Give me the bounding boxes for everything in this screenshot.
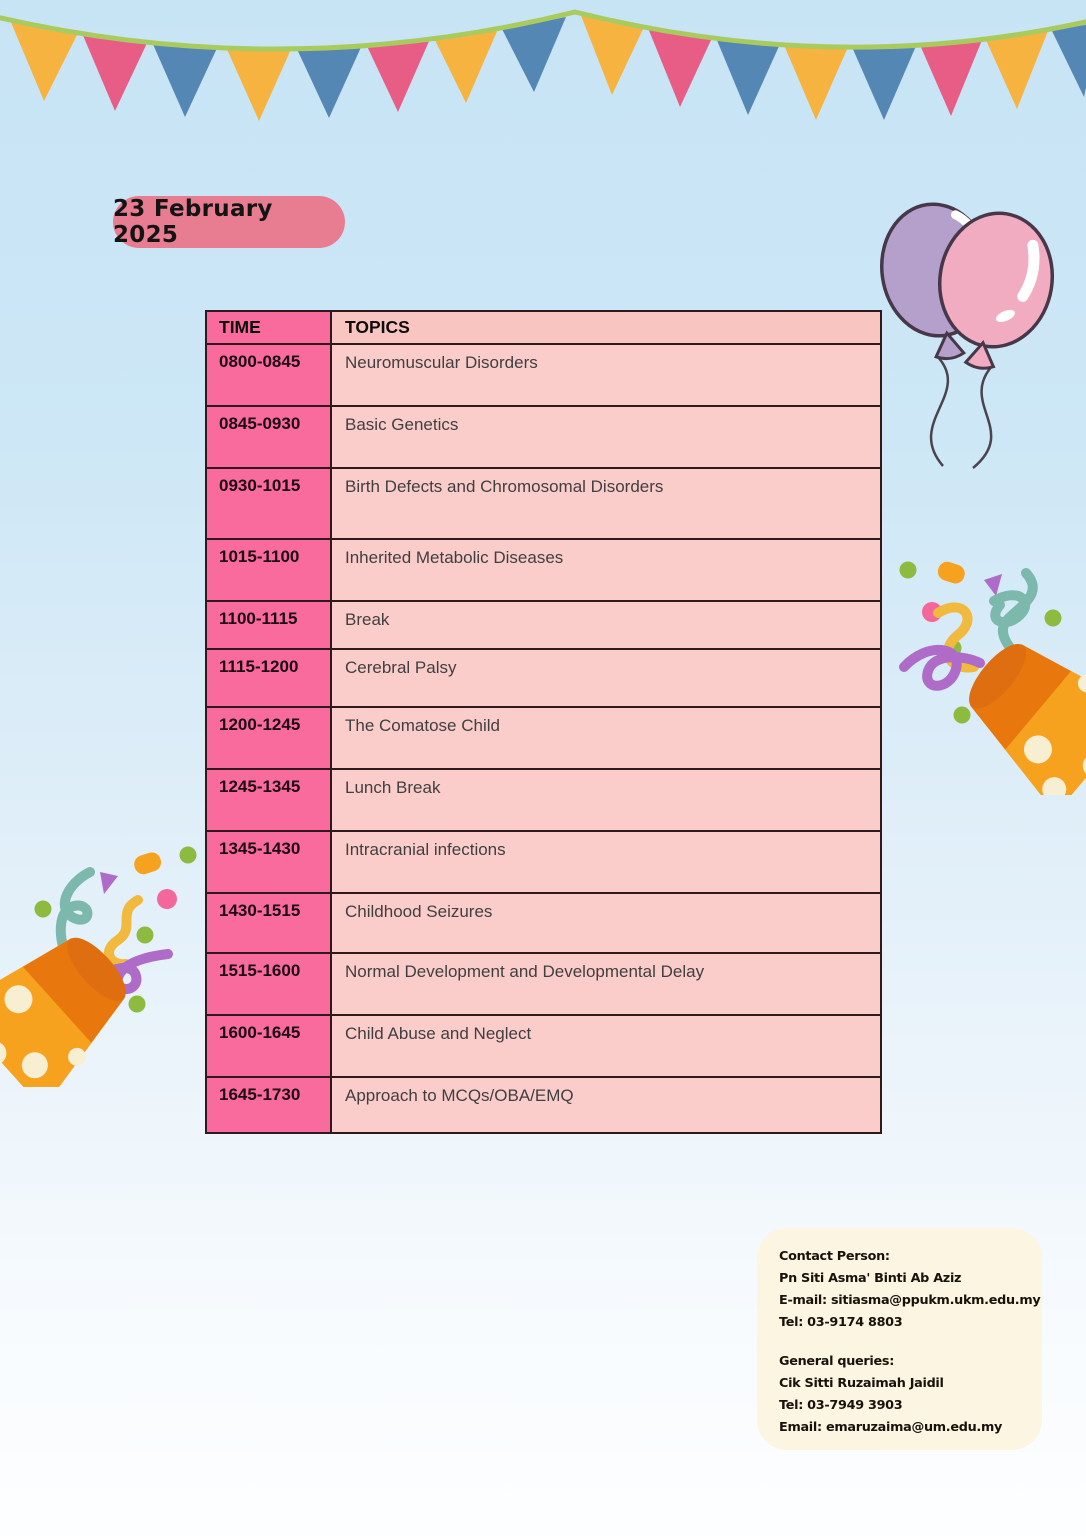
contact-line: E-mail: sitiasma@ppukm.ukm.edu.my: [779, 1293, 1041, 1308]
table-row: [206, 893, 881, 953]
topic-cell: The Comatose Child: [331, 707, 881, 769]
balloons-decoration: [865, 168, 1075, 473]
contact-line: Pn Siti Asma' Binti Ab Aziz: [779, 1271, 962, 1286]
schedule-table-body: [206, 344, 881, 1133]
table-row: [206, 953, 881, 1015]
contact-line: Tel: 03-7949 3903: [779, 1398, 903, 1413]
topic-cell: Cerebral Palsy: [331, 649, 881, 707]
table-row: [206, 468, 881, 539]
topics-column-header: TOPICS: [331, 311, 881, 344]
topic-cell: Neuromuscular Disorders: [331, 344, 881, 406]
table-row: [206, 649, 881, 707]
date-badge: 23 February 2025: [113, 196, 345, 248]
topic-cell: Normal Development and Developmental Delay: [331, 953, 881, 1015]
table-row: [206, 1077, 881, 1133]
topic-cell: Birth Defects and Chromosomal Disorders: [331, 468, 881, 539]
topic-cell: Approach to MCQs/OBA/EMQ: [331, 1077, 881, 1133]
contact-card: [757, 1228, 1042, 1450]
table-row: [206, 406, 881, 468]
contact-line: Email: emaruzaima@um.edu.my: [779, 1420, 1003, 1435]
time-cell: 1100-1115: [206, 601, 331, 649]
table-row: [206, 707, 881, 769]
time-cell: 1200-1245: [206, 707, 331, 769]
time-cell: 1600-1645: [206, 1015, 331, 1077]
contact-line: [779, 1334, 1028, 1351]
contact-line: General queries:: [779, 1354, 895, 1369]
topic-cell: Break: [331, 601, 881, 649]
contact-line: Tel: 03-9174 8803: [779, 1315, 903, 1330]
table-header-row: [206, 311, 881, 344]
topic-cell: Child Abuse and Neglect: [331, 1015, 881, 1077]
bunting-decoration: [0, 0, 1086, 175]
time-cell: 0930-1015: [206, 468, 331, 539]
time-cell: 1245-1345: [206, 769, 331, 831]
contact-line: Cik Sitti Ruzaimah Jaidil: [779, 1376, 944, 1391]
table-row: [206, 539, 881, 601]
table-row: [206, 831, 881, 893]
table-row: [206, 601, 881, 649]
topic-cell: Intracranial infections: [331, 831, 881, 893]
time-cell: 1515-1600: [206, 953, 331, 1015]
time-cell: 1645-1730: [206, 1077, 331, 1133]
topic-cell: Lunch Break: [331, 769, 881, 831]
table-row: [206, 344, 881, 406]
topic-cell: Basic Genetics: [331, 406, 881, 468]
time-cell: 0800-0845: [206, 344, 331, 406]
schedule-table: [205, 310, 882, 1134]
table-row: [206, 769, 881, 831]
time-cell: 1115-1200: [206, 649, 331, 707]
party-popper-left: [0, 832, 230, 1087]
table-row: [206, 1015, 881, 1077]
topic-cell: Inherited Metabolic Diseases: [331, 539, 881, 601]
time-cell: 1345-1430: [206, 831, 331, 893]
time-cell: 1430-1515: [206, 893, 331, 953]
time-cell: 0845-0930: [206, 406, 331, 468]
contact-line: Contact Person:: [779, 1249, 890, 1264]
party-popper-right: [876, 535, 1086, 795]
time-column-header: TIME: [206, 311, 331, 344]
topic-cell: Childhood Seizures: [331, 893, 881, 953]
time-cell: 1015-1100: [206, 539, 331, 601]
